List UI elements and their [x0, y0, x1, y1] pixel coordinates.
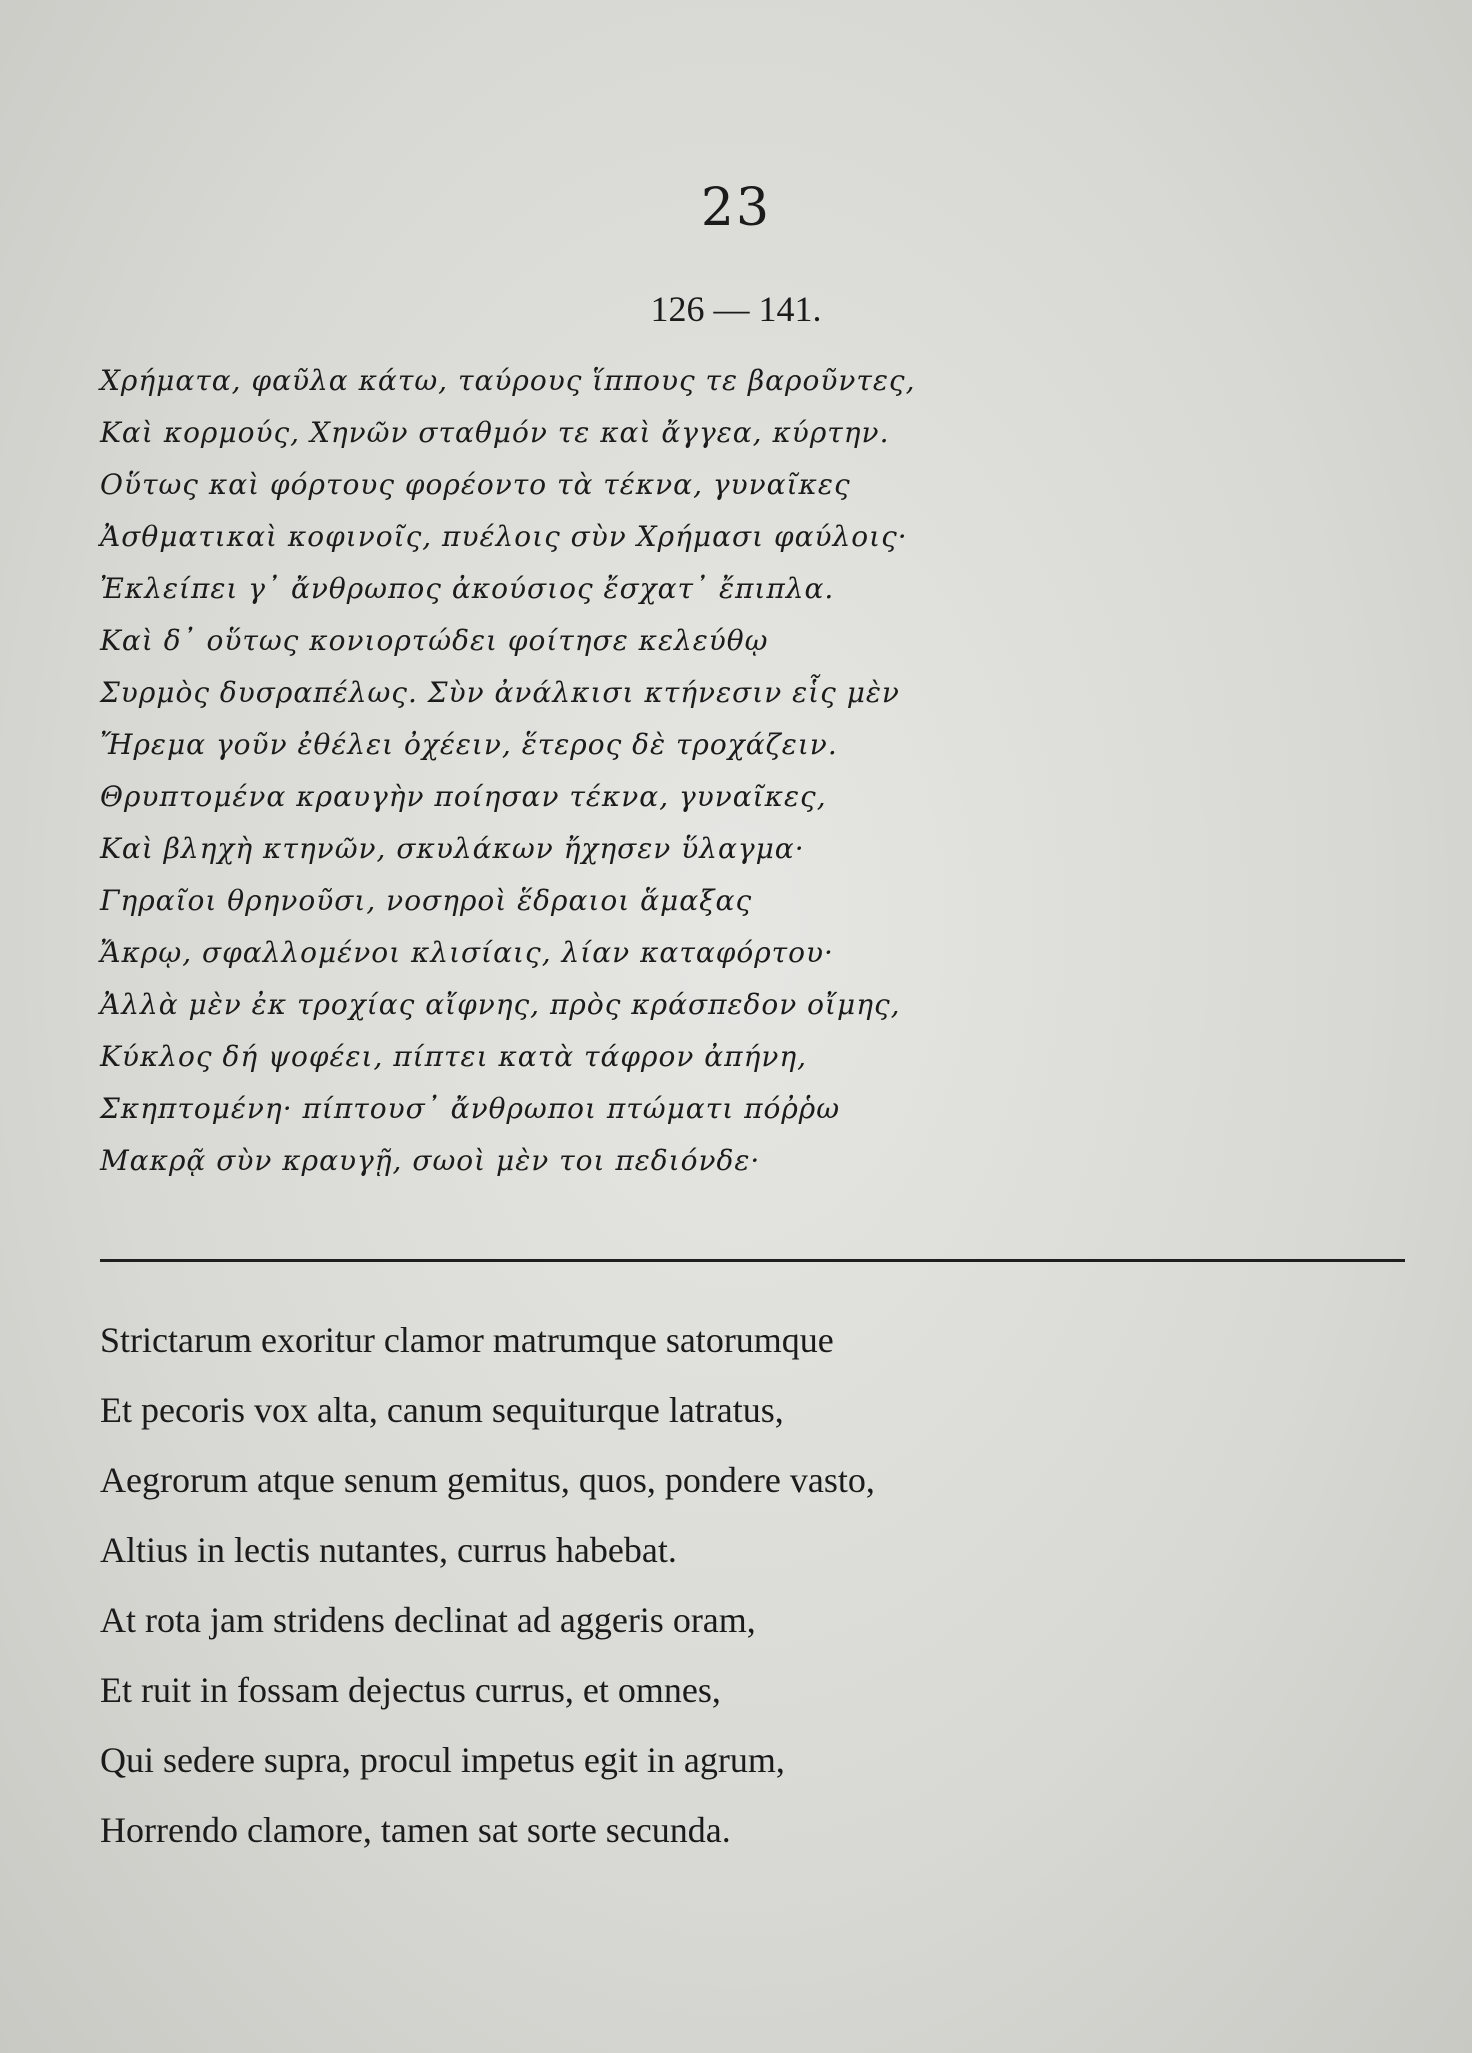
greek-line: Γηραῖοι θρηνοῦσι, νοσηροὶ ἕδραιοι ἅμαξας	[100, 884, 753, 917]
latin-verse-block	[100, 1305, 1350, 1865]
greek-line: Καὶ δ᾽ οὕτως κονιορτώδει φοίτησε κελεύθῳ	[100, 624, 769, 657]
greek-line: Κύκλος δή ψοφέει, πίπτει κατὰ τάφρον ἀπήνη,	[100, 1040, 808, 1073]
greek-line: Χρήματα, φαῦλα κάτω, ταύρους ἵππους τε βαροῦντες,	[100, 364, 916, 397]
greek-line: Σκηπτομένη· πίπτουσ᾽ ἄνθρωποι πτώματι πόῤῥω	[100, 1092, 841, 1125]
latin-line: Et ruit in fossam dejectus currus, et omnes,	[100, 1670, 721, 1710]
greek-line: Συρμὸς δυσραπέλως. Σὺν ἀνάλκισι κτήνεσιν εἷς μὲν	[100, 676, 900, 709]
greek-line: Θρυπτομένα κραυγὴν ποίησαν τέκνα, γυναῖκες,	[100, 780, 827, 813]
greek-line: Ἀσθματικαὶ κοφινοῖς, πυέλοις σὺν Χρήμασι φαύλοις·	[100, 520, 908, 553]
page-number: 23	[700, 178, 772, 238]
greek-verse-block	[100, 355, 1330, 1187]
greek-line: Καὶ κορμούς, Χηνῶν σταθμόν τε καὶ ἄγγεα, κύρτην.	[100, 416, 890, 449]
latin-line: At rota jam stridens declinat ad aggeris oram,	[100, 1600, 756, 1640]
greek-line: Ἄκρῳ, σφαλλομένοι κλισίαις, λίαν καταφόρτου·	[100, 936, 834, 969]
greek-line: Καὶ βληχὴ κτηνῶν, σκυλάκων ἤχησεν ὕλαγμα·	[100, 832, 805, 865]
latin-line: Et pecoris vox alta, canum sequiturque latratus,	[100, 1390, 784, 1430]
verse-range-heading: 126 — 141.	[650, 289, 822, 329]
latin-line: Qui sedere supra, procul impetus egit in agrum,	[100, 1740, 785, 1780]
greek-line: Ἀλλὰ μὲν ἐκ τροχίας αἴφνης, πρὸς κράσπεδον οἴμης,	[100, 988, 901, 1021]
section-divider-rule	[100, 1259, 1405, 1262]
latin-line: Altius in lectis nutantes, currus habebat.	[100, 1530, 677, 1570]
greek-line: Ἐκλείπει γ᾽ ἄνθρωπος ἀκούσιος ἔσχατ᾽ ἔπιπλα.	[100, 572, 835, 605]
latin-line: Aegrorum atque senum gemitus, quos, pondere vasto,	[100, 1460, 875, 1500]
latin-line: Horrendo clamore, tamen sat sorte secunda.	[100, 1810, 731, 1850]
greek-line: Μακρᾷ σὺν κραυγῇ, σωοὶ μὲν τοι πεδιόνδε·	[100, 1144, 761, 1177]
latin-line: Strictarum exoritur clamor matrumque satorumque	[100, 1320, 834, 1360]
greek-line: Οὕτως καὶ φόρτους φορέοντο τὰ τέκνα, γυναῖκες	[100, 468, 851, 501]
greek-line: Ἤρεμα γοῦν ἐθέλει ὀχέειν, ἕτερος δὲ τροχάζειν.	[100, 728, 838, 761]
